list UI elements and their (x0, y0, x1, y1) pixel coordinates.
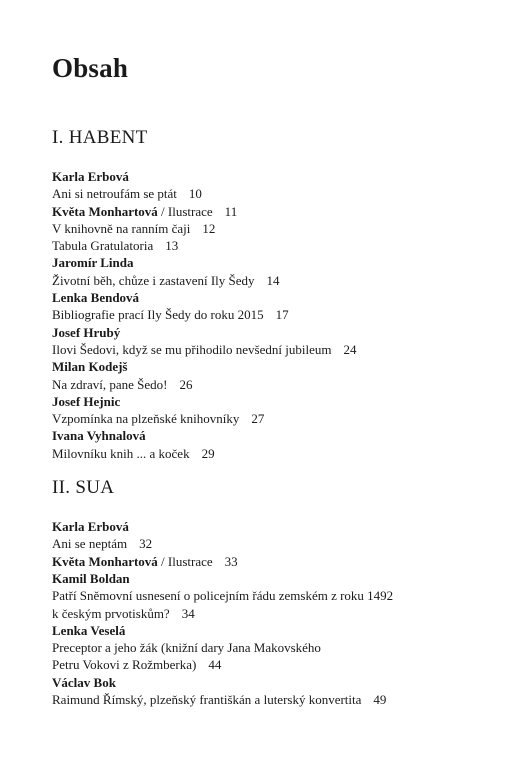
toc-entry-list (52, 518, 492, 708)
entry-title: Na zdraví, pane Šedo! (52, 376, 168, 392)
page-number: 33 (224, 553, 238, 569)
section-heading: I. HABENT (52, 127, 148, 148)
toc-author-line (52, 518, 492, 535)
entry-title: Preceptor a jeho žák (knižní dary Jana Makovského (52, 640, 321, 656)
entry-title: Ani se neptám (52, 536, 128, 552)
toc-entry (52, 306, 492, 323)
page-number: 14 (266, 272, 280, 288)
author-name: Karla Erbová (52, 519, 129, 535)
toc-author-line (52, 553, 492, 570)
page-number: 24 (343, 341, 357, 357)
toc-entry (52, 535, 492, 552)
author-name: Josef Hejnic (52, 393, 121, 409)
entry-title: Raimund Římský, plzeňský františkán a luterský konvertita (52, 692, 362, 708)
entry-title: Ani si netroufám se ptát (52, 186, 177, 202)
author-name: Václav Bok (52, 674, 116, 690)
toc-sections (52, 126, 492, 708)
toc-author-line (52, 622, 492, 639)
entry-title: Životní běh, chůze i zastavení Ily Šedy (52, 272, 255, 288)
toc-entry (52, 656, 492, 673)
entry-title: k českým prvotiskům? (52, 605, 170, 621)
toc-section (52, 126, 492, 462)
page-number: 17 (275, 307, 289, 323)
toc-entry (52, 272, 492, 289)
author-role: / Ilustrace (157, 203, 213, 219)
section-heading: II. SUA (52, 477, 115, 499)
page-number: 29 (201, 445, 215, 461)
author-name: Karla Erbová (52, 169, 129, 184)
entry-title: Tabula Gratulatoria (52, 238, 154, 254)
author-name: Milan Kodejš (52, 359, 128, 375)
author-name: Jaromír Linda (52, 255, 134, 271)
entry-title: V knihovně na ranním čaji (52, 220, 191, 236)
page-number: 10 (188, 186, 202, 202)
toc-author-line (52, 168, 492, 185)
author-name: Květa Monhartová (52, 553, 158, 569)
toc-entry (52, 445, 492, 462)
author-role: / Ilustrace (157, 553, 213, 569)
toc-entry (52, 605, 492, 622)
toc-entry (52, 376, 492, 393)
author-name: Květa Monhartová (52, 203, 158, 219)
page-number: 13 (165, 238, 179, 254)
author-name: Josef Hrubý (52, 324, 121, 340)
entry-title: Bibliografie prací Ily Šedy do roku 2015 (52, 307, 264, 323)
toc-author-line (52, 674, 492, 691)
toc-entry (52, 639, 492, 656)
author-name: Lenka Veselá (52, 622, 126, 638)
toc-entry (52, 691, 492, 708)
toc-author-line (52, 358, 492, 375)
toc-entry (52, 410, 492, 427)
toc-author-line (52, 289, 492, 306)
page-number: 44 (208, 657, 222, 673)
toc-section (52, 476, 492, 708)
toc-entry (52, 220, 492, 237)
page-number: 32 (139, 536, 153, 552)
toc-entry (52, 237, 492, 254)
toc-author-line (52, 203, 492, 220)
page-number: 26 (179, 376, 193, 392)
entry-title: Ilovi Šedovi, když se mu přihodilo nevšední jubileum (52, 341, 332, 357)
toc-author-line (52, 570, 492, 587)
page-title: Obsah (52, 53, 129, 83)
entry-title: Patří Sněmovní usnesení o policejním řádu zemském z roku 1492 (52, 588, 394, 604)
toc-author-line (52, 427, 492, 444)
entry-title: Milovníku knih ... a koček (52, 445, 190, 461)
page-number: 12 (202, 220, 216, 236)
toc-author-line (52, 254, 492, 271)
page-number: 27 (251, 411, 265, 427)
page-number: 34 (181, 605, 195, 621)
toc-entry-list (52, 168, 492, 462)
toc-author-line (52, 324, 492, 341)
page-number: 11 (224, 203, 238, 219)
entry-title: Vzpomínka na plzeňské knihovníky (52, 411, 240, 427)
toc-entry (52, 341, 492, 358)
author-name: Lenka Bendová (52, 290, 140, 306)
table-of-contents (52, 52, 492, 708)
author-name: Ivana Vyhnalová (52, 428, 146, 444)
entry-title: Petru Vokovi z Rožmberka) (52, 657, 197, 673)
toc-entry (52, 587, 492, 604)
toc-author-line (52, 393, 492, 410)
page-number: 49 (373, 692, 387, 708)
toc-entry (52, 185, 492, 202)
author-name: Kamil Boldan (52, 570, 130, 586)
